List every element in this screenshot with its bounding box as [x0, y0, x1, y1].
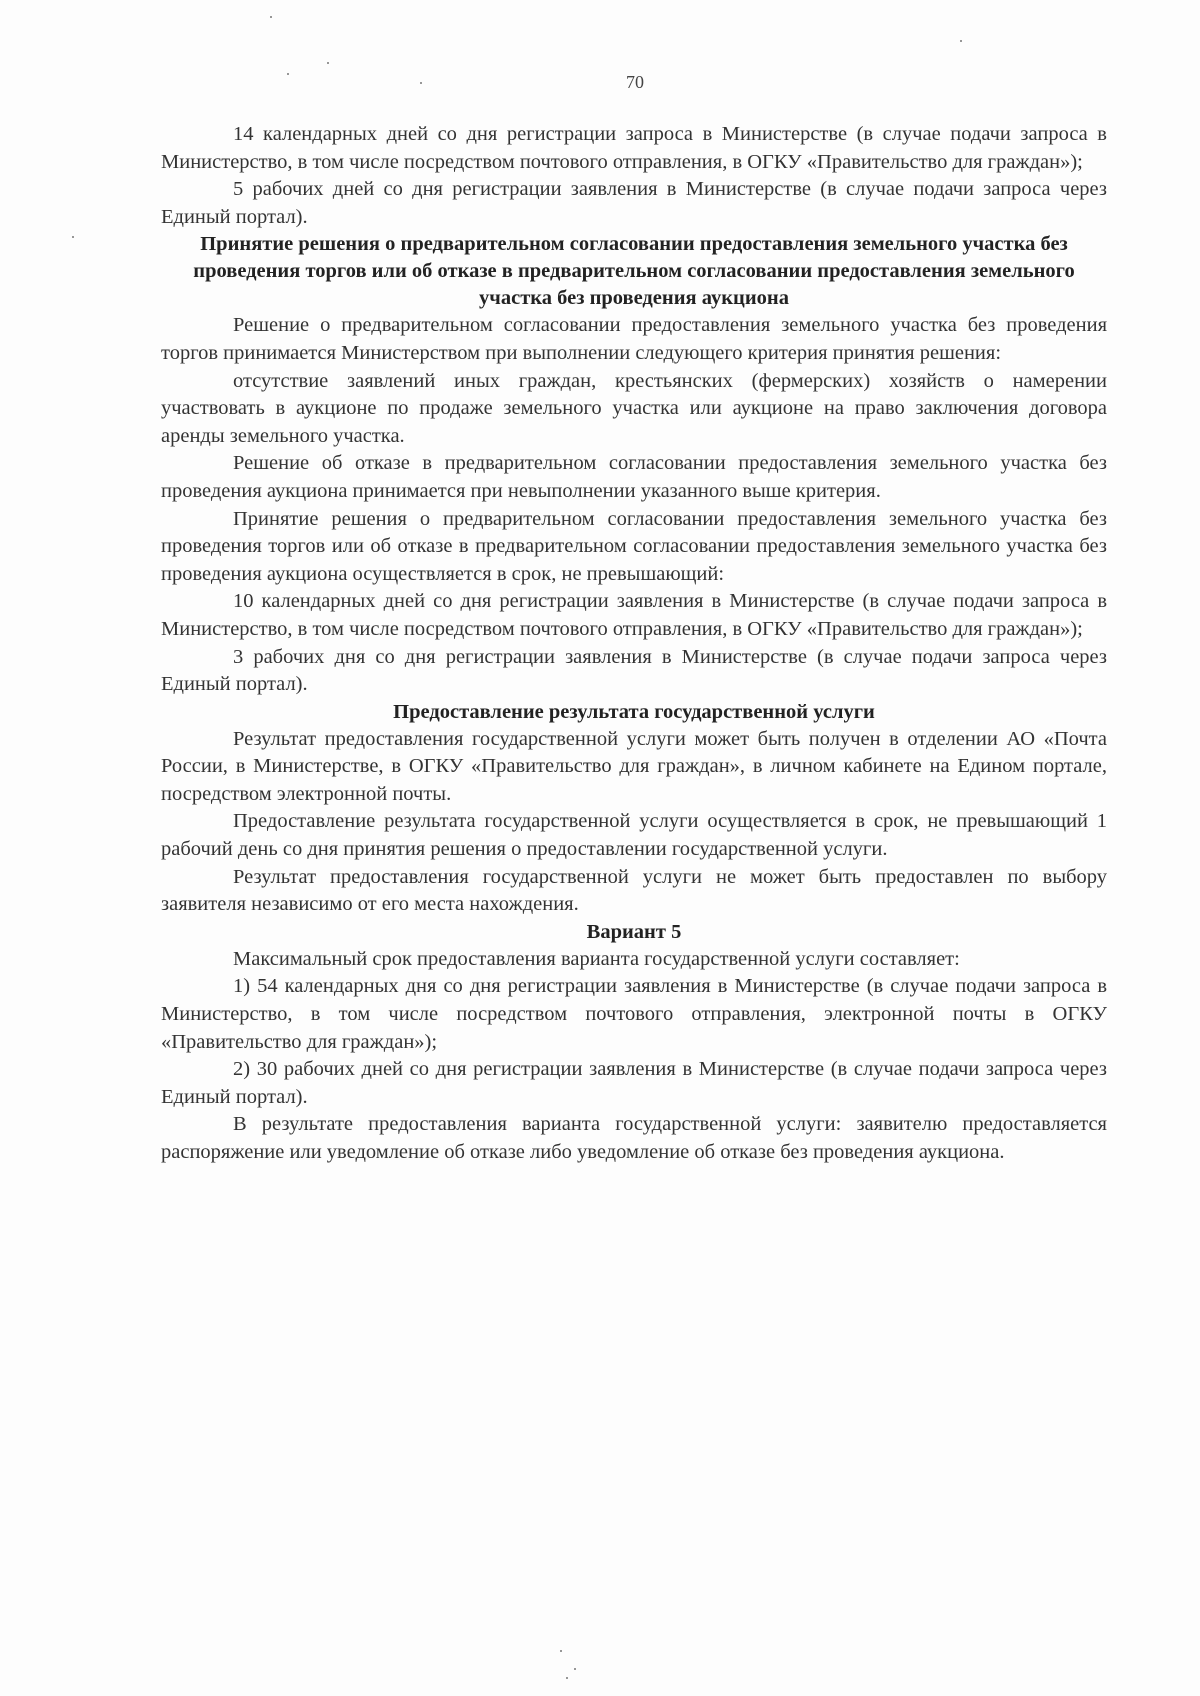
- paragraph: 14 календарных дней со дня регистрации запроса в Министерстве (в случае подачи запроса в Министерство, в том числе посредством почтового отправления, в ОГКУ «Правительство для граждан»);: [161, 123, 1107, 173]
- scan-speck: [574, 1668, 576, 1670]
- paragraph: 3 рабочих дня со дня регистрации заявления в Министерстве (в случае подачи запроса через Единый портал).: [161, 645, 1107, 696]
- scan-speck: [560, 1650, 562, 1652]
- paragraph: Принятие решения о предварительном согласовании предоставления земельного участка без проведения торгов или об отказе в предварительном согласовании предоставления земельного участка без проведения аукциона осуществляется в срок, не превышающий:: [161, 507, 1107, 585]
- paragraph: 2) 30 рабочих дней со дня регистрации заявления в Министерстве (в случае подачи запроса через Единый портал).: [161, 1058, 1107, 1108]
- scan-speck: [566, 1677, 568, 1679]
- section-heading: Предоставление результата государственной услуги: [393, 700, 875, 723]
- scan-speck: [327, 62, 329, 64]
- paragraph: отсутствие заявлений иных граждан, крестьянских (фермерских) хозяйств о намерении участвовать в аукционе по продаже земельного участка или аукционе на право заключения договора аренды земельного участка.: [161, 369, 1107, 447]
- scan-speck: [72, 236, 74, 238]
- paragraph: Результат предоставления государственной услуги не может быть предоставлен по выбору заявителя независимо от его места нахождения.: [161, 865, 1107, 916]
- section-heading: Принятие решения о предварительном согласовании предоставления земельного участка без проведения торгов или об отказе в предварительном согласовании предоставления земельного участка без проведения аукциона: [193, 233, 1075, 310]
- paragraph: 1) 54 календарных дня со дня регистрации заявления в Министерстве (в случае подачи запроса в Министерство, в том числе посредством почтового отправления, электронной почты в ОГКУ «Правительство для граждан»);: [161, 975, 1107, 1053]
- scan-speck: [287, 73, 289, 75]
- paragraph: Предоставление результата государственной услуги осуществляется в срок, не превышающий 1 рабочий день со дня принятия решения о предоставлении государственной услуги.: [161, 810, 1107, 861]
- document-body: [161, 121, 1107, 1167]
- paragraph: Максимальный срок предоставления варианта государственной услуги составляет:: [233, 947, 960, 970]
- paragraph: В результате предоставления варианта государственной услуги: заявителю предоставляется распоряжение или уведомление об отказе либо уведомление об отказе без проведения аукциона.: [161, 1113, 1107, 1163]
- paragraph: 5 рабочих дней со дня регистрации заявления в Министерстве (в случае подачи запроса через Единый портал).: [161, 178, 1107, 228]
- scan-speck: [420, 82, 422, 84]
- section-heading: Вариант 5: [586, 920, 682, 943]
- paragraph: Результат предоставления государственной услуги может быть получен в отделении АО «Почта России, в Министерстве, в ОГКУ «Правительство для граждан», в личном кабинете на Едином портале, посредством электронной почты.: [161, 727, 1107, 805]
- scan-speck: [270, 16, 272, 18]
- paragraph: Решение о предварительном согласовании предоставления земельного участка без проведения торгов принимается Министерством при выполнении следующего критерия принятия решения:: [161, 314, 1107, 364]
- paragraph: 10 календарных дней со дня регистрации заявления в Министерстве (в случае подачи запроса в Министерство, в том числе посредством почтового отправления, в ОГКУ «Правительство для граждан»);: [161, 590, 1107, 640]
- scan-speck: [960, 40, 962, 42]
- page-number: 70: [626, 72, 644, 92]
- paragraph: Решение об отказе в предварительном согласовании предоставления земельного участка без проведения аукциона принимается при невыполнении указанного выше критерия.: [161, 452, 1107, 502]
